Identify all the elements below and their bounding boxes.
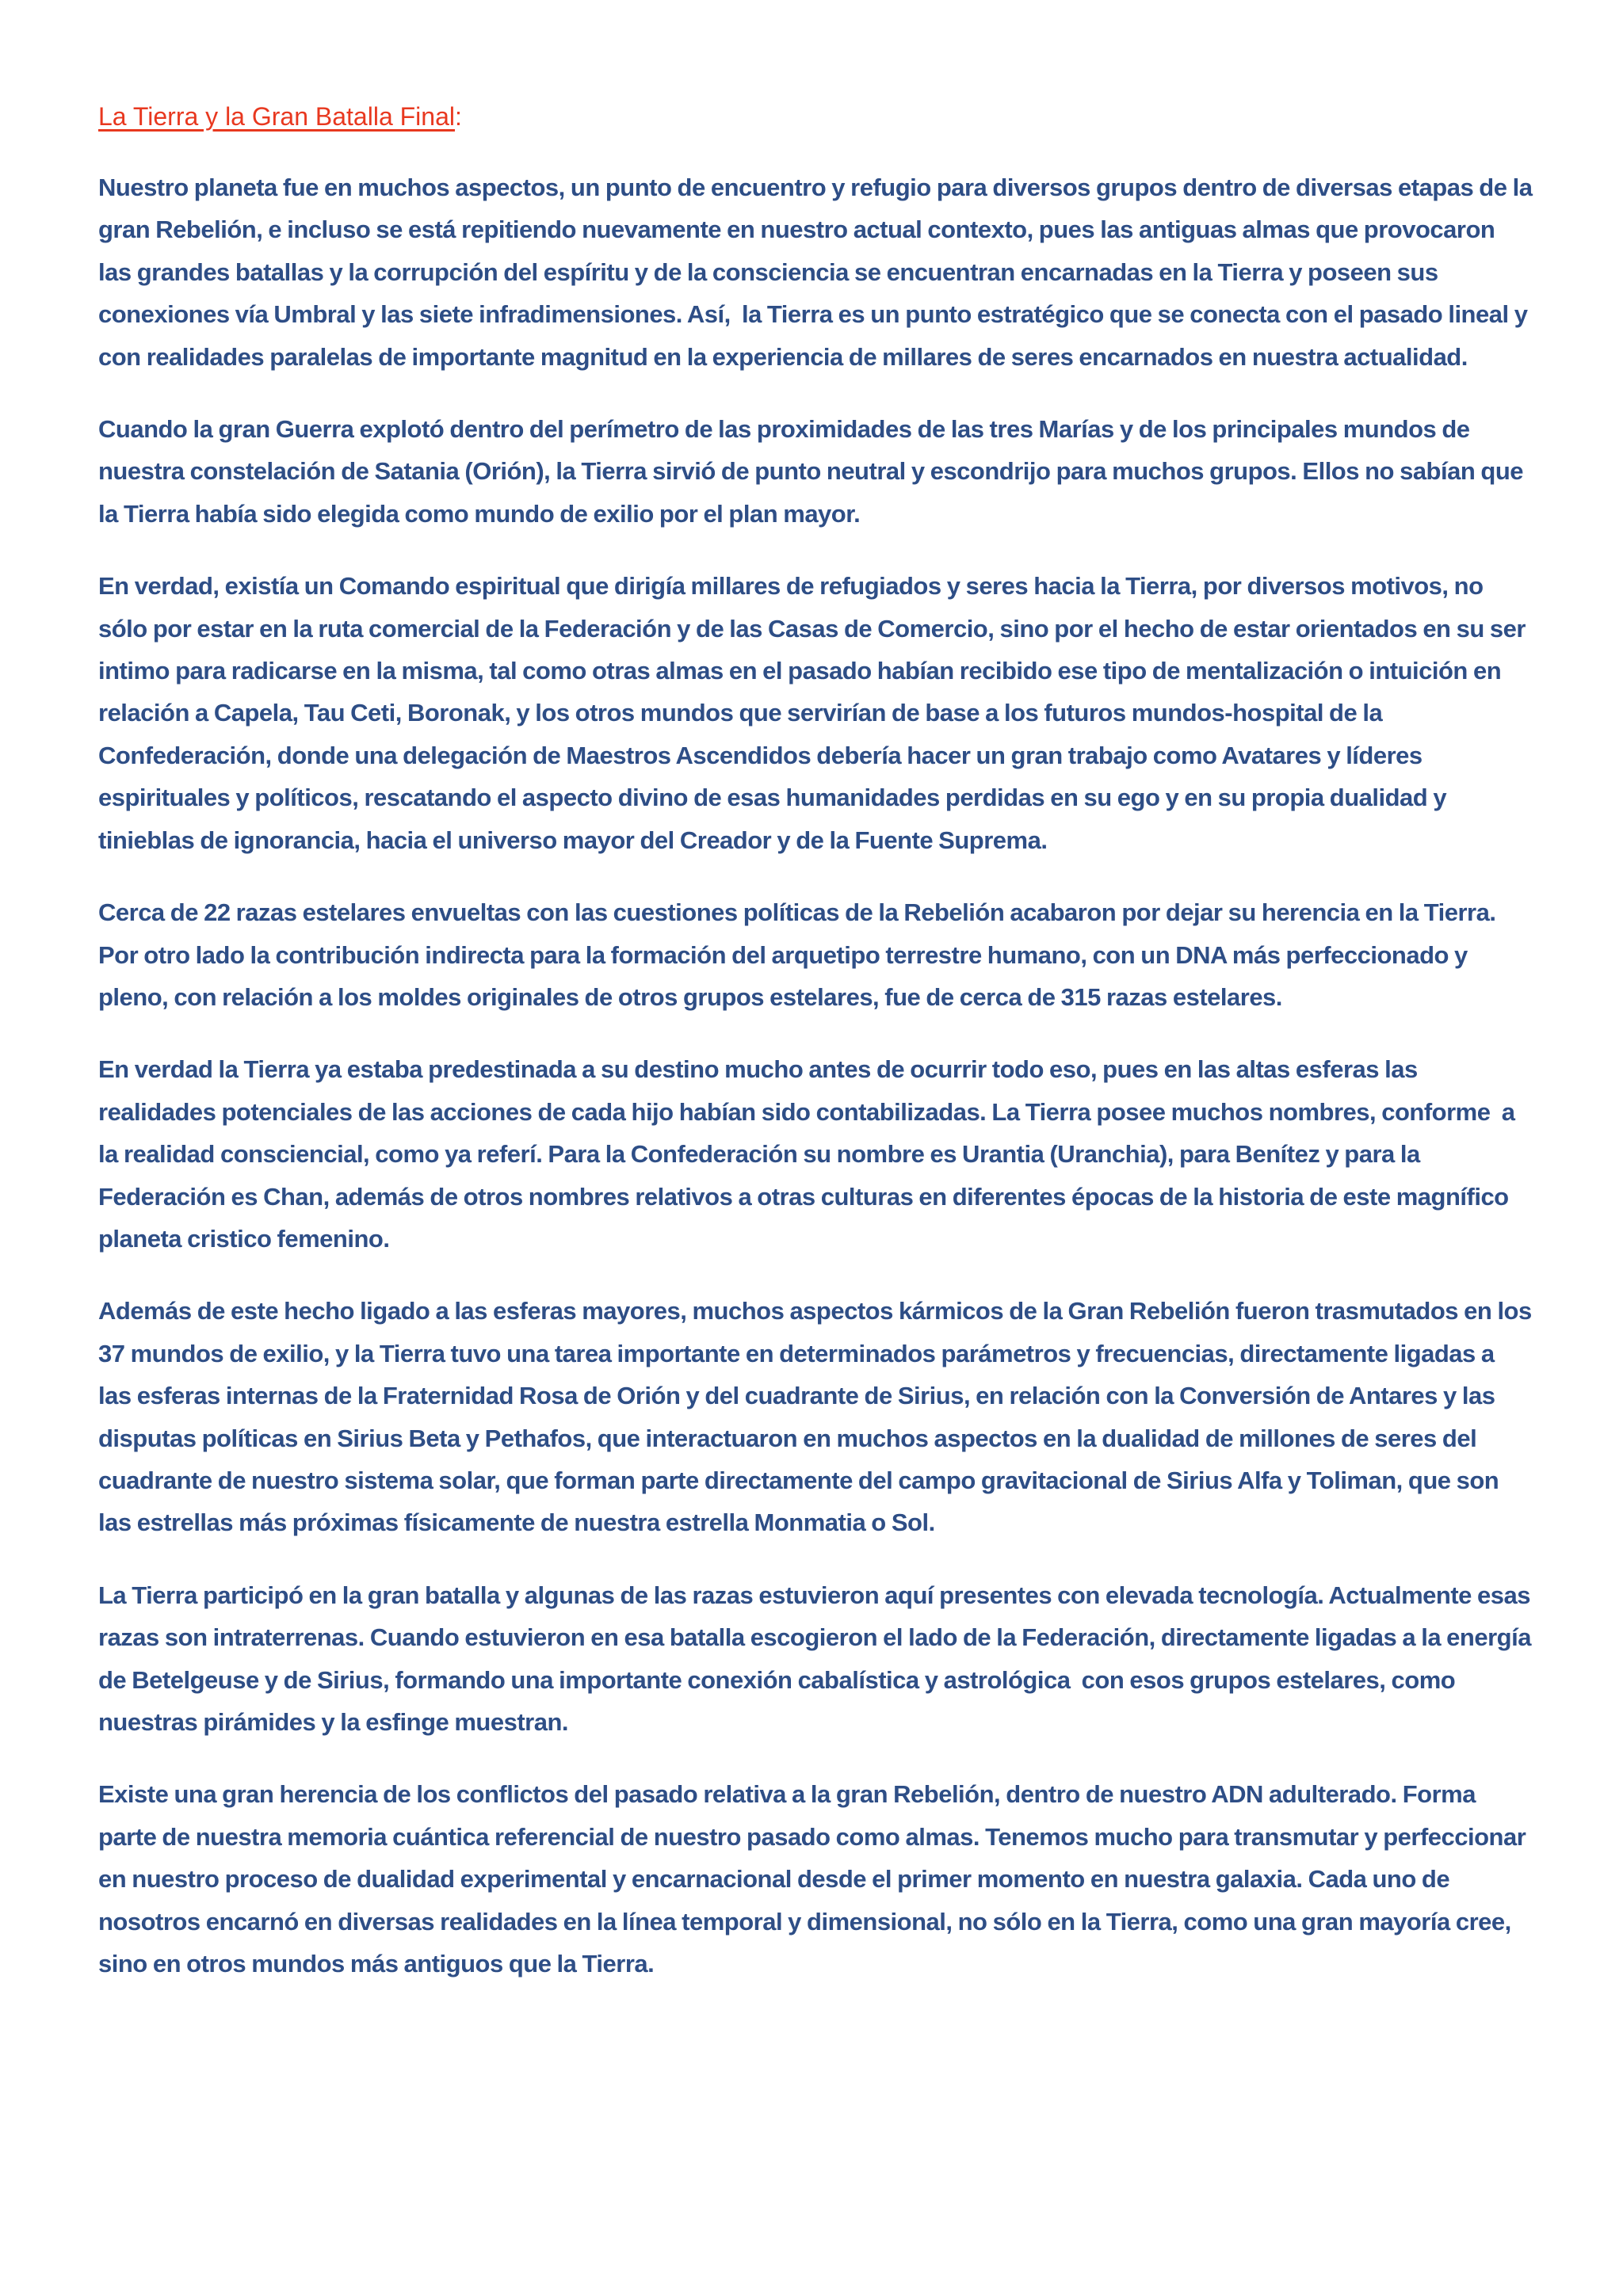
paragraph-7: La Tierra participó en la gran batalla y algunas de las razas estuvieron aquí presentes con elevada tecnología. Actualmente esas razas son intraterrenas. Cuando estuvieron en esa batalla escogieron el lado de la Federación, directamente ligadas a la energía de Betelgeuse y de Sirius, formando una importante conexión cabalística y astrológica con esos grupos estelares, como nuestras pirámides y la esfinge muestran. <box>98 1581 1537 1736</box>
paragraph-5: En verdad la Tierra ya estaba predestinada a su destino mucho antes de ocurrir todo eso, pues en las altas esferas las realidades potenciales de las acciones de cada hijo habían sido contabilizadas. La Tierra posee muchos nombres, conforme a la realidad consciencial, como ya referí. Para la Confederación su nombre es Urantia (Uranchia), para Benítez y para la Federación es Chan, además de otros nombres relativos a otras culturas en diferentes épocas de la historia de este magnífico planeta cristico femenino. <box>98 1055 1521 1253</box>
document-title-text: La Tierra y la Gran Batalla Final <box>98 102 455 131</box>
paragraph-6: Además de este hecho ligado a las esferas mayores, muchos aspectos kármicos de la Gran Rebelión fueron trasmutados en los 37 mundos de exilio, y la Tierra tuvo una tarea importante en determinados parámetros y frecuencias, directamente ligadas a las esferas internas de la Fraternidad Rosa de Orión y del cuadrante de Sirius, en relación con la Conversión de Antares y las disputas políticas en Sirius Beta y Pethafos, que interactuaron en muchos aspectos en la dualidad de millones de seres del cuadrante de nuestro sistema solar, que forman parte directamente del campo gravitacional de Sirius Alfa y Toliman, que son las estrellas más próximas físicamente de nuestra estrella Monmatia o Sol. <box>98 1297 1537 1537</box>
document-title <box>98 97 1533 136</box>
paragraph-2: Cuando la gran Guerra explotó dentro del perímetro de las proximidades de las tres Marías y de los principales mundos de nuestra constelación de Satania (Orión), la Tierra sirvió de punto neutral y escondrijo para muchos grupos. Ellos no sabían que la Tierra había sido elegida como mundo de exilio por el plan mayor. <box>98 415 1529 528</box>
document-page <box>98 97 1538 2015</box>
paragraph-3: En verdad, existía un Comando espiritual que dirigía millares de refugiados y seres hacia la Tierra, por diversos motivos, no sólo por estar en la ruta comercial de la Federación y de las Casas de Comercio, sino por el hecho de estar orientados en su ser intimo para radicarse en la misma, tal como otras almas en el pasado habían recibido ese tipo de mentalización o intuición en relación a Capela, Tau Ceti, Boronak, y los otros mundos que servirían de base a los futuros mundos-hospital de la Confederación, donde una delegación de Maestros Ascendidos debería hacer un gran trabajo como Avatares y líderes espirituales y políticos, rescatando el aspecto divino de esas humanidades perdidas en su ego y en su propia dualidad y tinieblas de ignorancia, hacia el universo mayor del Creador y de la Fuente Suprema. <box>98 572 1532 854</box>
paragraph-1: Nuestro planeta fue en muchos aspectos, un punto de encuentro y refugio para diversos grupos dentro de diversas etapas de la gran Rebelión, e incluso se está repitiendo nuevamente en nuestro actual contexto, pues las antiguas almas que provocaron las grandes batallas y la corrupción del espíritu y de la consciencia se encuentran encarnadas en la Tierra y poseen sus conexiones vía Umbral y las siete infradimensiones. Así, la Tierra es un punto estratégico que se conecta con el pasado lineal y con realidades paralelas de importante magnitud en la experiencia de millares de seres encarnados en nuestra actualidad. <box>98 174 1538 371</box>
paragraph-4: Cerca de 22 razas estelares envueltas con las cuestiones políticas de la Rebelión acabaron por dejar su herencia en la Tierra. Por otro lado la contribución indirecta para la formación del arquetipo terrestre humano, con un DNA más perfeccionado y pleno, con relación a los moldes originales de otros grupos estelares, fue de cerca de 315 razas estelares. <box>98 898 1502 1011</box>
paragraph-8: Existe una gran herencia de los conflictos del pasado relativa a la gran Rebelión, dentro de nuestro ADN adulterado. Forma parte de nuestra memoria cuántica referencial de nuestro pasado como almas. Tenemos mucho para transmutar y perfeccionar en nuestro proceso de dualidad experimental y encarnacional desde el primer momento en nuestra galaxia. Cada uno de nosotros encarnó en diversas realidades en la línea temporal y dimensional, no sólo en la Tierra, como una gran mayoría cree, sino en otros mundos más antiguos que la Tierra. <box>98 1780 1532 1978</box>
document-title-colon: : <box>454 102 462 131</box>
